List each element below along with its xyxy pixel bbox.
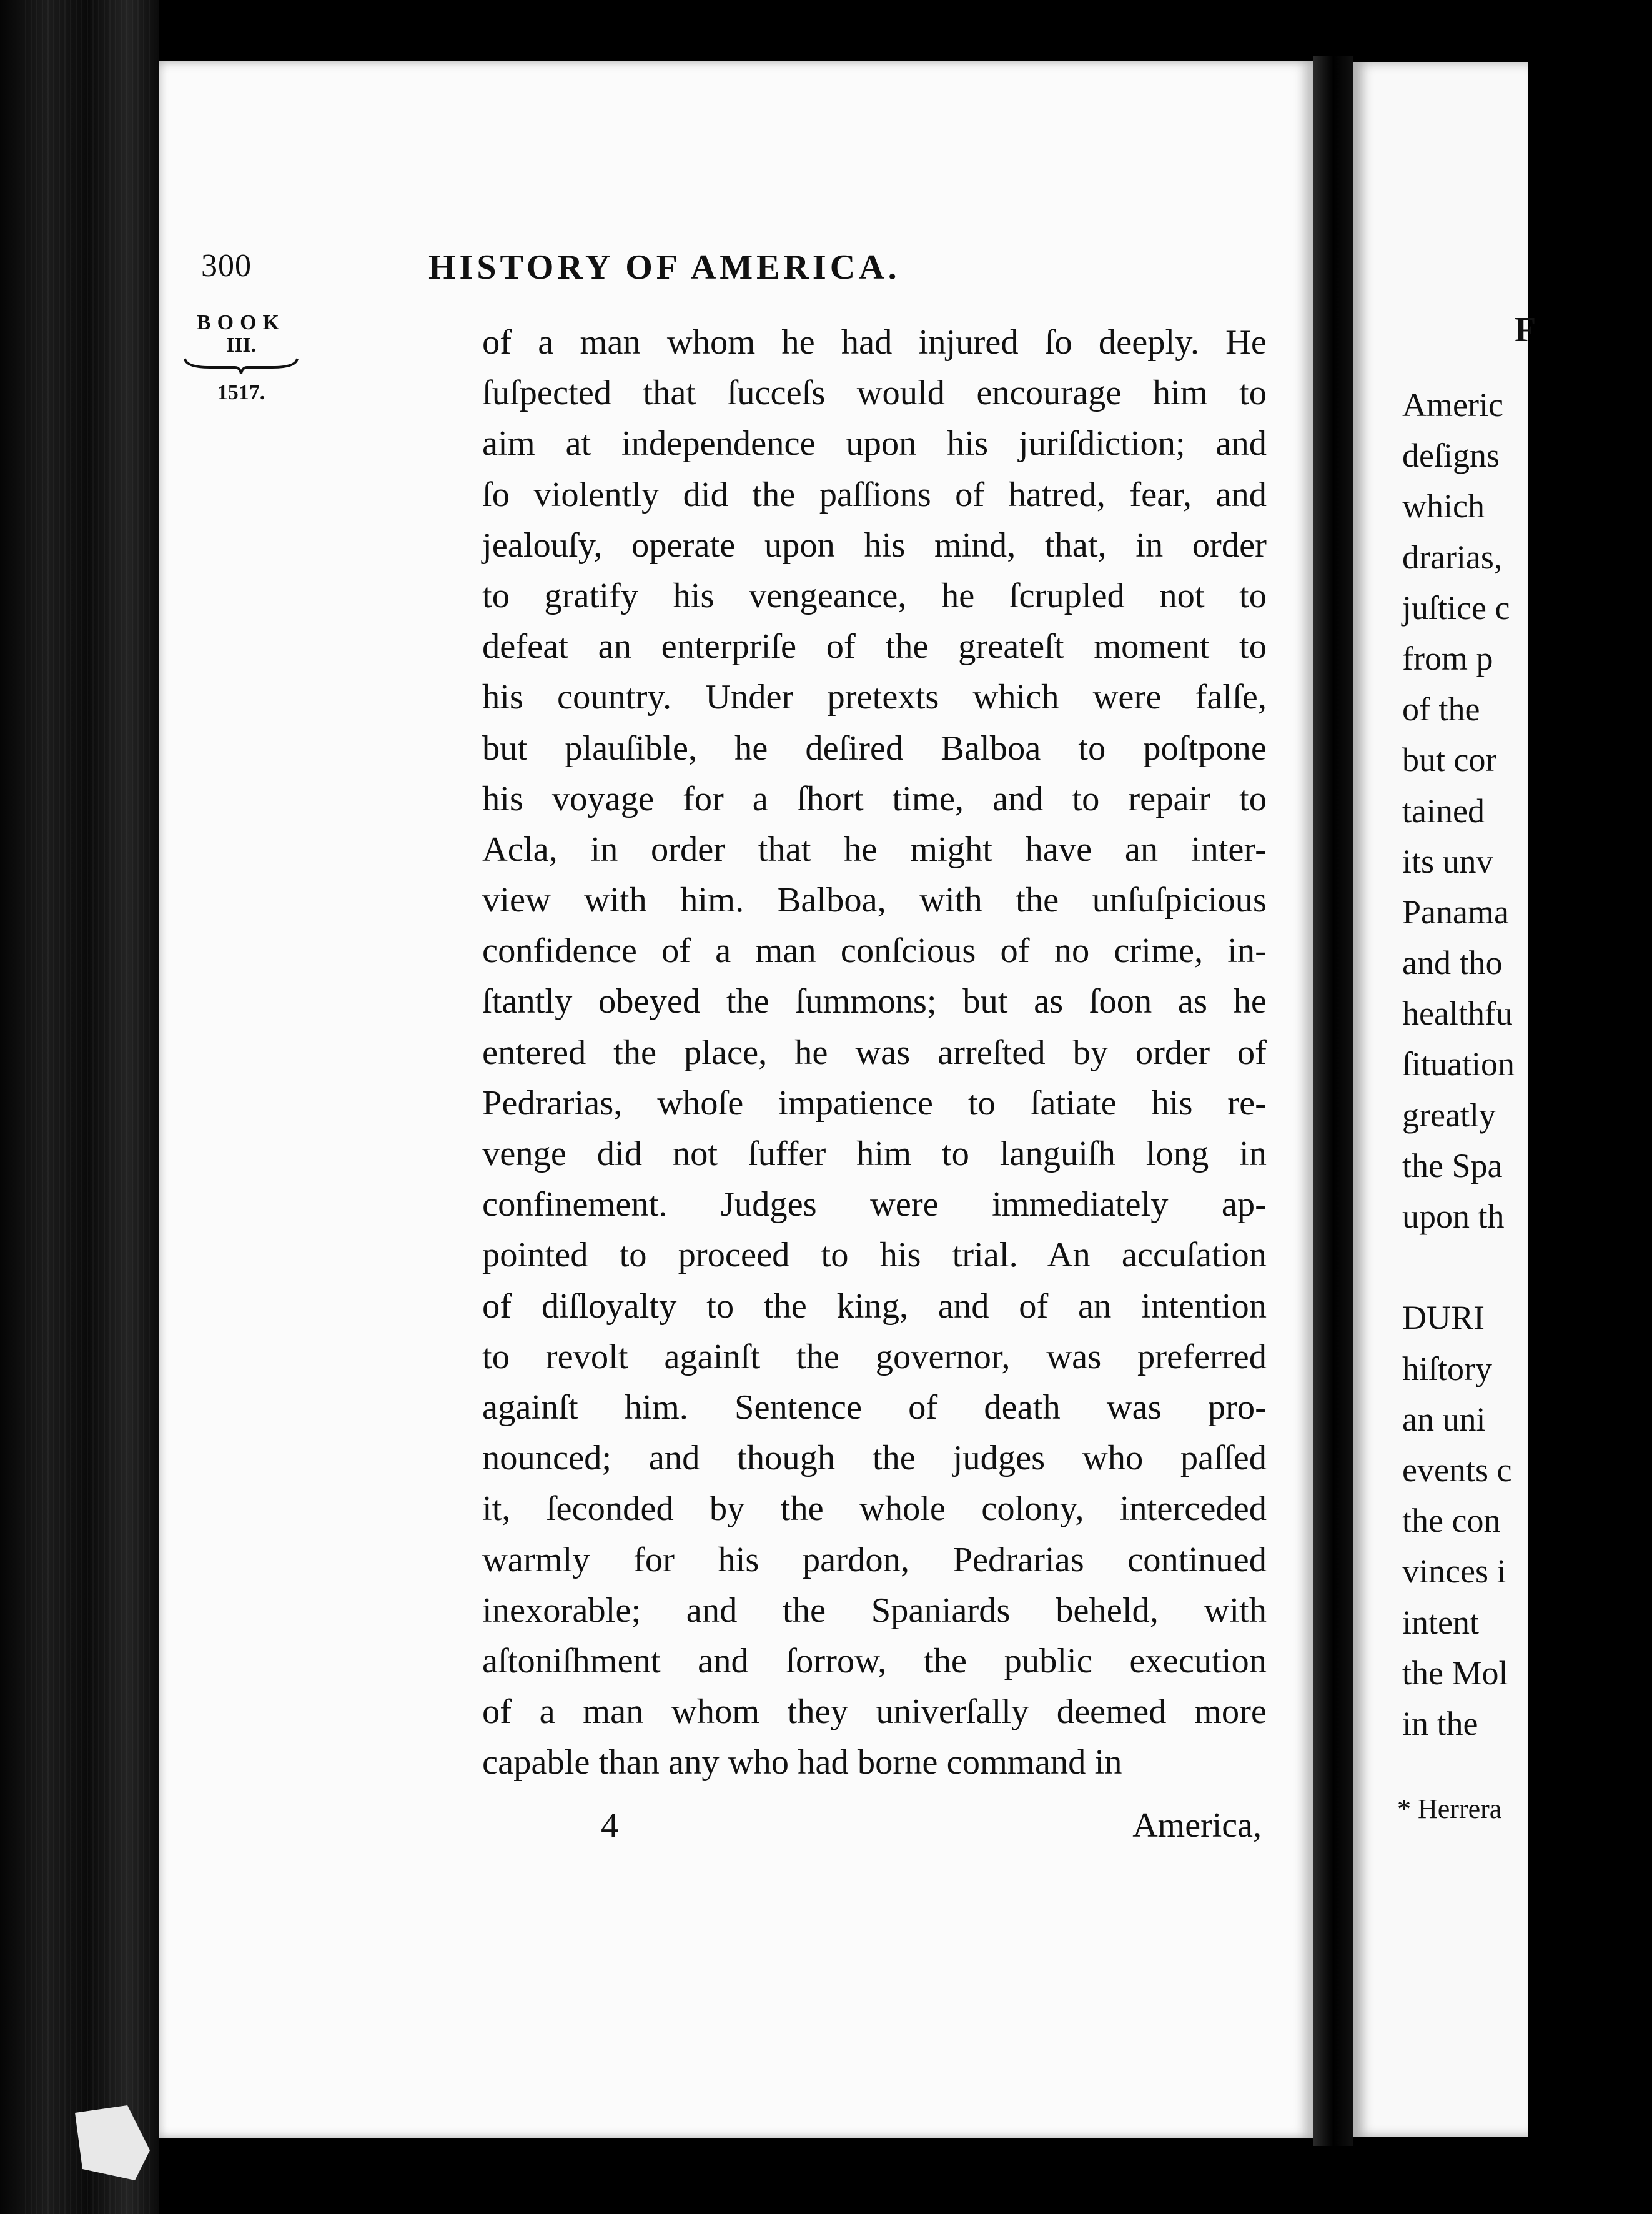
body-text — [482, 317, 1267, 1788]
spine-texture — [25, 0, 150, 2214]
text-line: entered the place, he was arreſted by order of — [482, 1033, 1267, 1072]
text-line: capable than any who had borne command in — [482, 1743, 1122, 1782]
margin-note — [179, 311, 478, 424]
text-line: of a man whom they univerſally deemed more — [482, 1692, 1267, 1732]
text-line: ſtantly obeyed the ſummons; but as ſoon as he — [482, 982, 1267, 1021]
text-line: jealouſy, operate upon his mind, that, in order — [482, 525, 1267, 565]
text-line: pointed to proceed to his trial. An accuſation — [482, 1236, 1267, 1275]
facing-page-line: vinces i — [1402, 1552, 1506, 1591]
text-line: but plauſible, he deſired Balboa to poſtpone — [482, 728, 1267, 768]
text-line: view with him. Balboa, with the unſuſpicious — [482, 881, 1267, 920]
text-line: nounced; and though the judges who paſſed — [482, 1439, 1267, 1478]
book-label: BOOK — [196, 311, 286, 334]
facing-page-line: an uni — [1402, 1400, 1486, 1438]
text-line: againſt him. Sentence of death was pro- — [482, 1387, 1267, 1427]
signature-mark: 4 — [601, 1806, 618, 1845]
facing-page — [1353, 62, 1536, 2137]
facing-page-line: healthfu — [1402, 995, 1513, 1033]
facing-page-line: DURI — [1402, 1299, 1485, 1337]
facing-page-line: its unv — [1402, 842, 1493, 880]
text-line: of diſloyalty to the king, and of an intention — [482, 1286, 1267, 1326]
facing-page-line: but cor — [1402, 741, 1497, 779]
facing-page-line: of the — [1402, 690, 1480, 728]
facing-page-line: and tho — [1402, 944, 1503, 982]
text-line: Acla, in order that he might have an inter- — [482, 830, 1267, 869]
facing-page-line: the Mol — [1402, 1654, 1508, 1692]
text-line: Pedrarias, whoſe impatience to ſatiate his re- — [482, 1083, 1267, 1123]
text-line: his voyage for a ſhort time, and to repair to — [482, 779, 1267, 818]
facing-page-line: juſtice c — [1402, 588, 1510, 627]
text-line: venge did not ſuffer him to languiſh long in — [482, 1134, 1267, 1173]
text-line: of a man whom he had injured ſo deeply. He — [482, 323, 1267, 362]
text-line: inexorable; and the Spaniards beheld, with — [482, 1591, 1267, 1630]
text-line: ſo violently did the paſſions of hatred, fear, and — [482, 475, 1267, 514]
facing-page-line: the con — [1402, 1502, 1501, 1540]
facing-page-footnote: * Herrera — [1397, 1794, 1502, 1824]
text-line: aim at independence upon his juriſdiction; and — [482, 424, 1267, 464]
text-line: defeat an enterpriſe of the greateſt moment to — [482, 627, 1267, 667]
facing-page-line: which — [1402, 487, 1485, 525]
text-line: it, ſeconded by the whole colony, interceded — [482, 1489, 1267, 1529]
facing-page-line: drarias, — [1402, 538, 1503, 576]
facing-page-text — [1402, 380, 1652, 1749]
facing-page-line: hiſtory — [1402, 1349, 1492, 1387]
page-number: 300 — [201, 248, 252, 284]
margin-year: 1517. — [217, 381, 265, 404]
facing-page-running-head: F — [1515, 310, 1536, 349]
text-line: confinement. Judges were immediately ap- — [482, 1185, 1267, 1224]
facing-page-line: in the — [1402, 1704, 1478, 1742]
text-line: aſtoniſhment and ſorrow, the public execution — [482, 1641, 1267, 1680]
book-gutter — [1313, 56, 1353, 2146]
facing-page-line: Panama — [1402, 893, 1509, 931]
brace-ornament — [179, 356, 304, 375]
text-line: confidence of a man conſcious of no crime, in- — [482, 931, 1267, 971]
page-header — [0, 247, 1528, 297]
facing-page-line: from p — [1402, 639, 1493, 677]
text-line: to gratify his vengeance, he ſcrupled not to — [482, 576, 1267, 615]
facing-page-line: tained — [1402, 792, 1485, 830]
catchword: America, — [1132, 1806, 1262, 1845]
facing-page-line: upon th — [1402, 1198, 1505, 1235]
facing-page-line: deſigns — [1402, 437, 1500, 475]
book-number: III. — [225, 334, 257, 357]
facing-page-line: Americ — [1402, 386, 1503, 424]
facing-page-line: the Spa — [1402, 1146, 1503, 1184]
facing-page-line: intent — [1402, 1603, 1479, 1641]
facing-page-line: greatly — [1402, 1096, 1496, 1134]
running-head: HISTORY OF AMERICA. — [428, 248, 901, 287]
facing-page-line — [1402, 1242, 1652, 1293]
text-line: his country. Under pretexts which were falſe, — [482, 678, 1267, 717]
facing-page-line: events c — [1402, 1451, 1512, 1489]
facing-page-line: ſituation — [1402, 1045, 1515, 1083]
text-line: ſuſpected that ſucceſs would encourage him to — [482, 374, 1267, 413]
text-line: warmly for his pardon, Pedrarias continued — [482, 1540, 1267, 1579]
text-line: to revolt againſt the governor, was preferred — [482, 1337, 1267, 1376]
